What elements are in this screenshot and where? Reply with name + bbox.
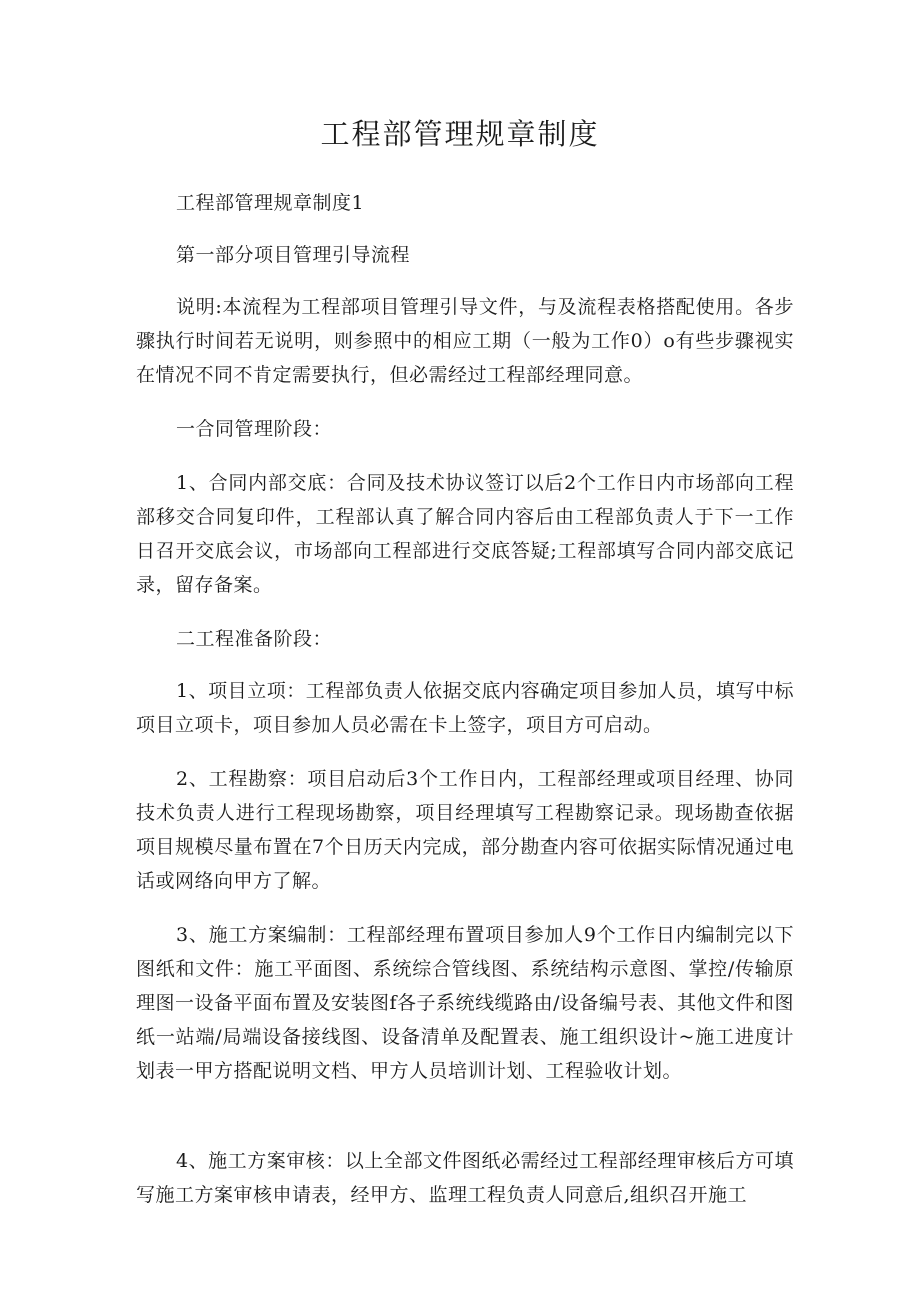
paragraph-plan-review: 4、施工方案审核：以上全部文件图纸必需经过工程部经理审核后方可填写施工方案审核申请表，经甲方、监理工程负责人同意后,组织召开施工 — [136, 1150, 794, 1206]
section-heading-part-one: 第一部分项目管理引导流程 — [176, 244, 411, 266]
paragraph-contract-briefing: 1、合同内部交底：合同及技术协议签订以后2个工作日内市场部向工程部移交合同复印件，工程部认真了解合同内容后由工程部负责人于下一工作日召开交底会议，市场部向工程部进行交底答疑;工程部填写合同内部交底记录，留存备案。 — [136, 472, 794, 596]
section-heading-contract: 一合同管理阶段： — [176, 418, 333, 440]
document-subtitle: 工程部管理规章制度1 — [176, 192, 365, 214]
paragraph-project-setup: 1、项目立项：工程部负责人依据交底内容确定项目参加人员，填写中标项目立项卡，项目参加人员必需在卡上签字，项目方可启动。 — [136, 680, 794, 736]
paragraph-description: 说明:本流程为工程部项目管理引导文件，与及流程表格搭配使用。各步骤执行时间若无说明，则参照中的相应工期（一般为工作0）o有些步骤视实在情况不同不肯定需要执行，但必需经过工程部经理同意。 — [136, 296, 794, 386]
paragraph-site-survey: 2、工程勘察：项目启动后3个工作日内，工程部经理或项目经理、协同技术负责人进行工程现场勘察，项目经理填写工程勘察记录。现场勘查依据项目规模尽量布置在7个日历天内完成，部分勘查内容可依据实际情况通过电话或网络向甲方了解。 — [136, 768, 794, 892]
paragraph-plan-drafting: 3、施工方案编制：工程部经理布置项目参加人9个工作日内编制完以下图纸和文件：施工平面图、系统综合管线图、系统结构示意图、掌控/传输原理图一设备平面布置及安装图f各子系统线缆路由/设备编号表、其他文件和图纸一站端/局端设备接线图、设备清单及配置表、施工组织设计~施工进度计划表一甲方搭配说明文档、甲方人员培训计划、工程验收计划。 — [136, 924, 794, 1082]
section-heading-preparation: 二工程准备阶段： — [176, 628, 333, 650]
document-title: 工程部管理规章制度 — [320, 117, 600, 151]
